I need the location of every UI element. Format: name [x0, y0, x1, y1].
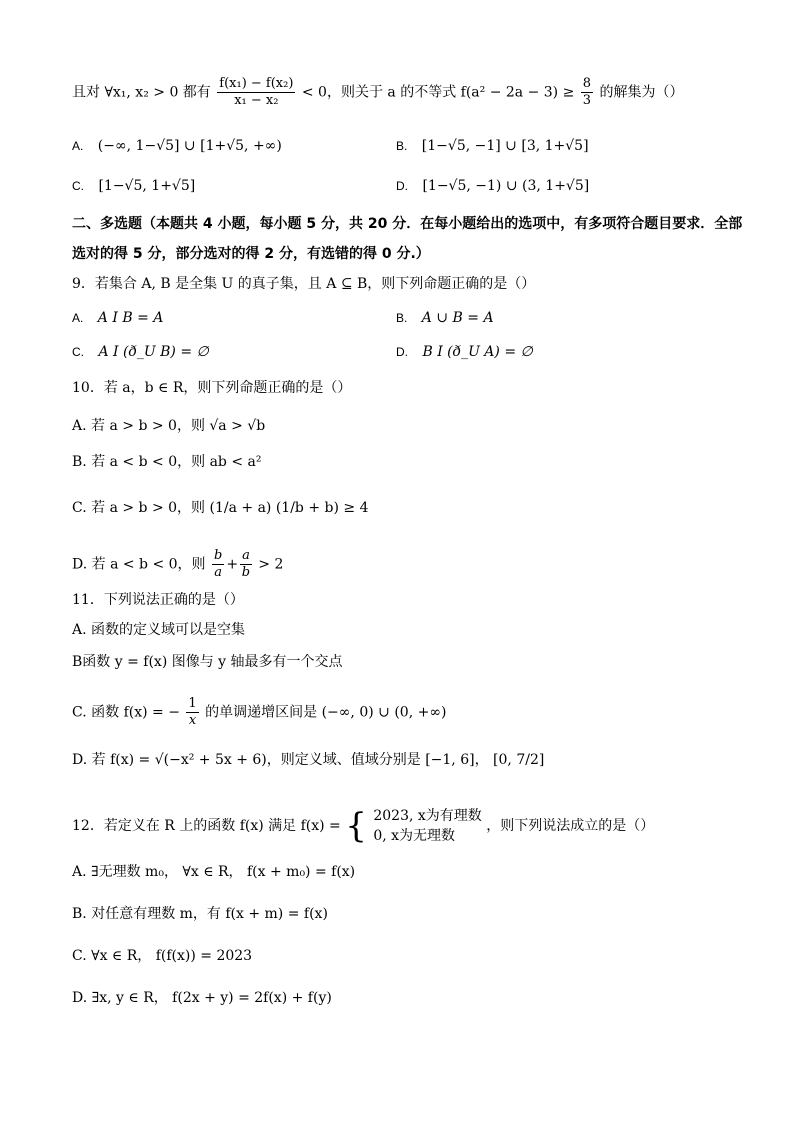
q11-option-d-range: [0, 7/2]	[493, 752, 545, 768]
q10-option-b: B. 若 a < b < 0，则 ab < a²	[72, 454, 262, 470]
q9-option-b	[396, 308, 494, 328]
q12-option-a: A. ∃无理数 m₀， ∀x ∈ R， f(x + m₀) = f(x)	[72, 864, 356, 880]
q9-option-a	[72, 308, 163, 328]
q9-stem: 9．若集合 A, B 是全集 U 的真子集，且 A ⊆ B，则下列命题正确的是（）	[72, 276, 536, 292]
frac-denominator: x	[188, 713, 197, 728]
q12-case-1: 2023, x为有理数	[373, 808, 482, 824]
q8-stem-a: 且对 ∀x₁, x₂ > 0 都有	[72, 84, 211, 101]
q12-option-b: B. 对任意有理数 m，有 f(x + m) = f(x)	[72, 906, 328, 922]
option-label: D.	[396, 345, 408, 359]
q11-option-c-frac	[186, 696, 198, 729]
option-text: (−∞, 1−√5] ∪ [1+√5, +∞)	[97, 138, 282, 154]
q11-option-c-suffix: 的单调递增区间是 (−∞, 0) ∪ (0, +∞)	[205, 704, 447, 721]
q11-option-a: A. 函数的定义域可以是空集	[72, 622, 246, 638]
q12-case-2: 0, x为无理数	[373, 828, 456, 844]
q8-stem-c: 的解集为（）	[599, 84, 684, 101]
q11-option-d	[72, 750, 544, 770]
q12-stem-prefix: 12．若定义在 R 上的函数 f(x) 满足 f(x) =	[72, 818, 341, 834]
frac-numerator: a	[242, 548, 250, 563]
q10-option-c-suffix: ≥ 4	[343, 500, 369, 516]
q10-option-c-factor1: (1/a + a)	[209, 500, 272, 516]
q11-option-b: B函数 y = f(x) 图像与 y 轴最多有一个交点	[72, 654, 343, 670]
option-label: C.	[72, 345, 84, 359]
option-text: A ∪ B = A	[421, 310, 494, 326]
q8-fraction-numerator: f(x₁) − f(x₂)	[219, 76, 294, 91]
q11-option-c	[72, 696, 446, 729]
option-label: C.	[72, 179, 84, 193]
option-text: [1−√5, −1] ∪ [3, 1+√5]	[421, 138, 589, 154]
q10-option-d-frac2	[240, 548, 252, 581]
q9-option-c	[72, 342, 209, 362]
option-text: [1−√5, 1+√5]	[98, 178, 196, 194]
q10-option-d-suffix: > 2	[258, 556, 284, 573]
q8-fraction-denominator: x₁ − x₂	[234, 93, 279, 108]
option-label: B.	[396, 311, 408, 325]
q8-fraction	[217, 76, 295, 109]
q10-stem: 10．若 a，b ∈ R，则下列命题正确的是（）	[72, 380, 352, 396]
option-label: A.	[72, 139, 84, 153]
option-label: A.	[72, 311, 84, 325]
q9-option-d	[396, 342, 533, 362]
option-text: A Ⅰ (ð_U B) = ∅	[98, 344, 209, 360]
frac-denominator: b	[241, 565, 251, 580]
q11-stem: 11．下列说法正确的是（）	[72, 592, 244, 608]
q8-ineq-numerator: 8	[582, 76, 592, 91]
q8-option-d	[396, 176, 589, 196]
q8-stem-b: < 0，则关于 a 的不等式 f(a² − 2a − 3) ≥	[301, 84, 575, 101]
q8-option-b	[396, 136, 589, 156]
q12-piecewise-cases	[373, 806, 481, 846]
q10-option-c-factor2: (1/b + b)	[275, 500, 339, 516]
section-heading-line2: 选对的得 5 分，部分选对的得 2 分，有选错的得 0 分.）	[72, 246, 430, 262]
q11-option-d-prefix: D. 若 f(x) = √(−x² + 5x + 6)，则定义域、值域分别是 [−1, 6]，	[72, 752, 489, 768]
left-brace-icon: {	[345, 806, 367, 846]
q12-stem-suffix: ，则下列说法成立的是（）	[486, 818, 655, 834]
option-label: B.	[396, 139, 408, 153]
option-label: D.	[396, 179, 408, 193]
q10-option-d: D. 若 a < b < 0，则 $\frac{b}{a}$ + $\frac{a}{b}$ > 2	[72, 548, 284, 580]
q12-option-d: D. ∃x, y ∈ R， f(2x + y) = 2f(x) + f(y)	[72, 990, 332, 1006]
option-text: B Ⅰ (ð_U A) = ∅	[422, 344, 533, 360]
q10-option-d-frac1	[212, 548, 224, 581]
option-text: [1−√5, −1) ∪ (3, 1+√5]	[422, 178, 590, 194]
q11-option-c-prefix: C. 函数 f(x) = −	[72, 704, 180, 721]
frac-denominator: a	[214, 565, 223, 580]
q8-option-a	[72, 136, 282, 156]
q8-ineq-denominator: 3	[582, 93, 592, 108]
section-heading-line1: 二、多选题（本题共 4 小题，每小题 5 分，共 20 分．在每小题给出的选项中，有多项符合题目要求．全部	[72, 216, 743, 232]
frac-numerator: 1	[188, 696, 197, 711]
q10-option-c	[72, 498, 368, 518]
q10-option-d-prefix: D. 若 a < b < 0，则	[72, 556, 206, 573]
q8-ineq-fraction	[581, 76, 593, 109]
q8-option-c	[72, 176, 195, 196]
q10-option-c-prefix: C. 若 a > b > 0，则	[72, 500, 206, 516]
q8-stem	[72, 76, 684, 109]
frac-numerator: b	[214, 548, 223, 563]
option-text: A Ⅰ B = A	[97, 310, 164, 326]
q10-option-a: A. 若 a > b > 0，则 √a > √b	[72, 418, 266, 434]
q12-stem	[72, 806, 654, 846]
q12-option-c: C. ∀x ∈ R， f(f(x)) = 2023	[72, 948, 253, 964]
